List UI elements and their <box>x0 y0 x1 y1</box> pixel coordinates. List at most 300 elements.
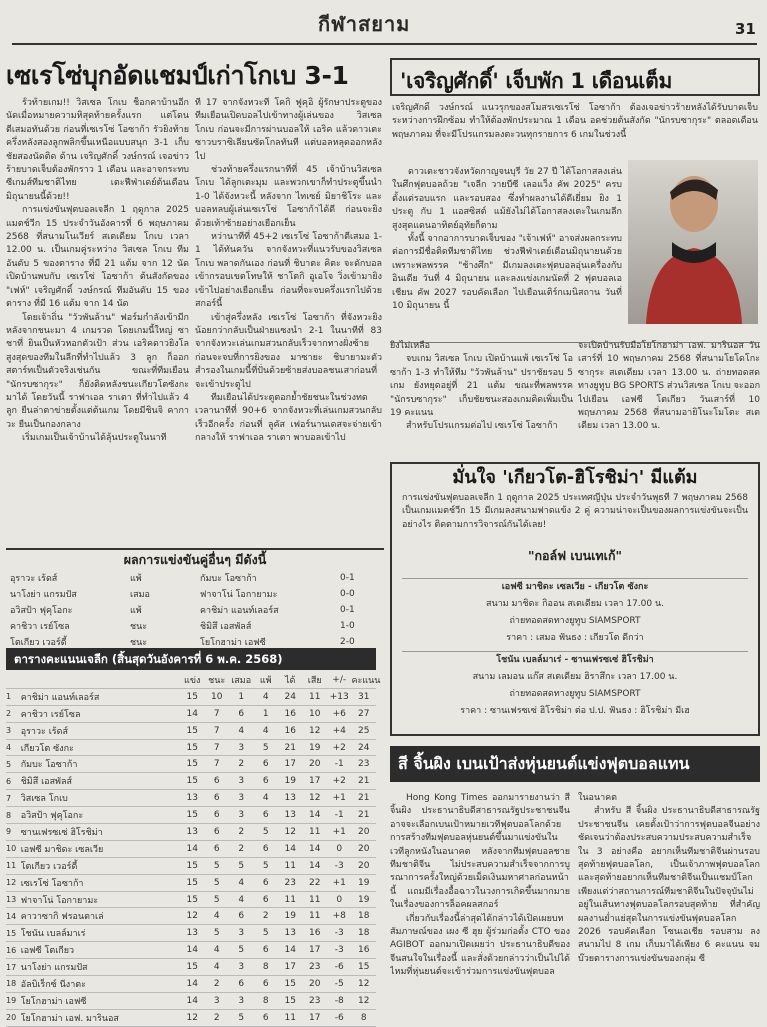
standings-lost: 6 <box>253 891 278 908</box>
standings-played: 15 <box>180 739 205 756</box>
standings-goals-for: 14 <box>278 942 303 959</box>
standings-lost: 2 <box>253 908 278 925</box>
standings-drawn: 2 <box>229 756 254 773</box>
standings-won: 4 <box>204 942 229 959</box>
standings-team: อุราวะ เร้ดส์ <box>21 722 180 739</box>
standings-goals-against: 22 <box>302 874 327 891</box>
match-2-venue: สนาม เลมอน แก๊ส สเตเดียม ฮิราสึกะ เวลา 17.00 น. <box>472 672 678 682</box>
col-won: ชนะ <box>204 672 229 688</box>
standings-goals-for: 13 <box>278 807 303 824</box>
standings-team: ซานเฟรซเซ่ ฮิโรชิม่า <box>21 824 180 841</box>
result-outcome: เสมอ <box>130 590 150 600</box>
standings-won: 5 <box>204 857 229 874</box>
story1-column-3 <box>390 340 573 458</box>
standings-points: 20 <box>351 840 376 857</box>
standings-lost: 6 <box>253 807 278 824</box>
story3-paragraph: เกี่ยวกับเรื่องนี้ล่าสุดได้กล่าวได้เปิดเผยบทสัมภาษณ์ของ เผง ซี ฮุย ผู้ร่วมก่อตั้ง CTO ของ AGIBOT ออกมาเปิดเผยว่า ประธานาธิบดีของจีนสนใจในเรื่องนี้ และสั่งด้วยกล่าวว่าเป็นไปได้ไหมที่หุ่นยนต์จะเข้าร่วมการแข่งขันฟุตบอล <box>390 913 570 978</box>
standings-played: 12 <box>180 1009 205 1026</box>
standings-points: 25 <box>351 722 376 739</box>
standings-team: ฟาจาโน่ โอกายามะ <box>21 891 180 908</box>
standings-row <box>6 976 376 993</box>
standings-goal-diff: -5 <box>327 976 352 993</box>
standings-drawn: 4 <box>229 891 254 908</box>
headline-xi-jinping: สี จิ้นผิง เบนเป้าส่งหุ่นยนต์แข่งฟุตบอลแทน <box>390 746 760 782</box>
match-1-venue: สนาม มาชิดะ กิออน สเตเดียม เวลา 17.00 น. <box>485 599 664 609</box>
standings-team: อัลบิเร็กซ์ นีงาตะ <box>21 976 180 993</box>
standings-won: 6 <box>204 790 229 807</box>
standings-played: 14 <box>180 840 205 857</box>
standings-goals-against: 12 <box>302 790 327 807</box>
story1-paragraph: การแข่งขันฟุตบอลเจลีก 1 ฤดูกาล 2025 แมตช์วีก 15 ประจำวันอังคารที่ 6 พฤษภาคม 2568 ที่สนามโนเวียร์ สเตเดียม โกเบ เวลา 12.00 น. เป็นเกมคู่ระหว่าง วิสเซล โกเบ ทีมอันดับ 5 ของตาราง ที่มี 21 แต้ม จาก 12 นัด เปิดบ้านพบกับ เซเรโซ่ โอซาก้า ต้นสังกัดของ "เฟห์" เจริญศักดิ์ วงษ์กรณ์ ทีมอันดับ 15 ของตาราง ที่มี 16 แต้ม จาก 14 นัด <box>6 205 189 310</box>
standings-rank: 1 <box>6 688 21 705</box>
standings-goal-diff: +1 <box>327 874 352 891</box>
standings-drawn: 3 <box>229 790 254 807</box>
result-away: โยโกฮาม่า เอฟซี <box>200 638 266 648</box>
standings-lost: 6 <box>253 773 278 790</box>
story3-column-1 <box>390 792 570 1020</box>
standings-team: คาชิม่า แอนท์เลอร์ส <box>21 688 180 705</box>
standings-lost: 5 <box>253 857 278 874</box>
standings-table <box>6 672 381 1027</box>
standings-points: 21 <box>351 790 376 807</box>
standings-goals-against: 23 <box>302 992 327 1009</box>
story1-paragraph: ที่ 17 จากจังหวะที่ โคกิ ฟูคุอิ ผู้รักษาประตูของทีมเยือนเปิดบอลไปเข้าทางผู้เล่นของ วิสเซล โกเบ ก่อนจะมีการผ่านบอลให้ เอริค แล้วดาวเตะซาวบราซิเลียนซัดโกลทันที แต่บอลหลุดออกหลังไป <box>195 98 382 162</box>
standings-row <box>6 857 376 874</box>
standings-lost: 5 <box>253 925 278 942</box>
standings-title: ตารางคะแนนเจลีก (สิ้นสุดวันอังคารที่ 6 พ.ค. 2568) <box>6 648 376 670</box>
standings-goals-against: 14 <box>302 840 327 857</box>
result-away: กัมบะ โอซาก้า <box>200 574 257 584</box>
col-for: ได้ <box>278 672 303 688</box>
standings-rank: 9 <box>6 824 21 841</box>
story1-paragraph: เข้าสู่ครึ่งหลัง เซเรโซ่ โอซาก้า ที่จังหวะยิงน้อยกว่ากลับเป็นฝ่ายแซงนำ 2-1 ในนาทีที่ 83 จากจังหวะเล่นเกมสวนกลับเร็วจากทางฝั่งซ้าย ก่อนจะจบที่การยิงของ มาซายะ ชิบายามะตัวสำรองในเกมนี้ที่ปั่นด้วยซ้ายส่งบอลชนเสาก่อนที่จะเข้าประตูไป <box>195 312 382 390</box>
standings-team: โชนัน เบลล์มาเร่ <box>21 925 180 942</box>
standings-played: 13 <box>180 925 205 942</box>
standings-row <box>6 959 376 976</box>
standings-goals-against: 11 <box>302 891 327 908</box>
result-score: 0-1 <box>340 573 355 583</box>
standings-rank: 12 <box>6 874 21 891</box>
standings-team: เอฟซี โตเกียว <box>21 942 180 959</box>
standings-drawn: 2 <box>229 824 254 841</box>
standings-won: 6 <box>204 807 229 824</box>
story1-paragraph: เริ่มเกมเป็นเจ้าบ้านได้ลุ้นประตูในนาที <box>22 433 167 444</box>
standings-goal-diff: +2 <box>327 773 352 790</box>
standings-points: 12 <box>351 976 376 993</box>
standings-team: เซเรโซ่ โอซาก้า <box>21 874 180 891</box>
result-home: คาชิวา เรย์โซล <box>10 622 70 632</box>
standings-goals-for: 17 <box>278 959 303 976</box>
standings-points: 18 <box>351 908 376 925</box>
preview-title: มั่นใจ 'เกียวโต-ฮิโรชิม่า' มีแต้ม <box>452 467 698 488</box>
standings-points: 27 <box>351 705 376 722</box>
standings-points: 31 <box>351 688 376 705</box>
preview-byline: "กอล์ฟ เบนเทเก้" <box>527 548 623 563</box>
story1-continuation: ยิงไม่เหลือ <box>390 341 431 351</box>
standings-goal-diff: -3 <box>327 942 352 959</box>
standings-drawn: 3 <box>229 959 254 976</box>
standings-goals-for: 15 <box>278 992 303 1009</box>
standings-won: 7 <box>204 739 229 756</box>
standings-row <box>6 688 376 705</box>
standings-drawn: 5 <box>229 942 254 959</box>
standings-lost: 6 <box>253 756 278 773</box>
standings-goals-for: 14 <box>278 840 303 857</box>
standings-goals-for: 11 <box>278 1009 303 1026</box>
standings-row <box>6 925 376 942</box>
standings-row <box>6 874 376 891</box>
standings-played: 15 <box>180 857 205 874</box>
standings-lost: 6 <box>253 874 278 891</box>
page-number: 31 <box>735 20 756 38</box>
standings-goal-diff: +2 <box>327 739 352 756</box>
col-goal-diff: +/- <box>327 672 352 688</box>
standings-points: 12 <box>351 992 376 1009</box>
standings-points: 20 <box>351 857 376 874</box>
story2-paragraph: ทั้งนี้ จากอาการบาดเจ็บของ "เจ้าเฟห์" อาจส่งผลกระทบต่อการมีชื่อติดทีมชาติไทย ช่วงฟีฟ่าเดย์เดือนมิถุนายนด้วย เพราะพลพรรค "ช้างศึก" มีเกมลงเตะฟุตบอลอุ่นเครื่องกับ อินเดีย วันที่ 4 มิถุนายน และลงแข่งเกมนัดที่ 2 ฟุตบอลเอเชียน คัพ 2027 รอบคัดเลือก ไปเยือนเติร์กเมนิสถาน วันที่ 10 มิถุนายน นี้ <box>392 234 622 312</box>
col-against: เสีย <box>302 672 327 688</box>
standings-goal-diff: 0 <box>327 840 352 857</box>
standings-goal-diff: +1 <box>327 790 352 807</box>
result-home: อวิสป้า ฟุคุโอกะ <box>10 606 73 616</box>
standings-points: 21 <box>351 773 376 790</box>
standings-won: 4 <box>204 908 229 925</box>
standings-played: 15 <box>180 688 205 705</box>
standings-row <box>6 824 376 841</box>
standings-goal-diff: +6 <box>327 705 352 722</box>
result-home: นาโงย่า แกรมปัส <box>10 590 77 600</box>
standings-row <box>6 722 376 739</box>
result-row <box>10 602 380 618</box>
standings-played: 14 <box>180 942 205 959</box>
result-row <box>10 586 380 602</box>
result-score: 2-0 <box>340 637 355 647</box>
standings-rank: 3 <box>6 722 21 739</box>
standings-rank: 6 <box>6 773 21 790</box>
result-score: 1-0 <box>340 621 355 631</box>
standings-played: 15 <box>180 756 205 773</box>
standings-won: 7 <box>204 722 229 739</box>
standings-lost: 6 <box>253 976 278 993</box>
results-title: ผลการแข่งขันคู่อื่นๆ มีดังนี้ <box>123 552 267 567</box>
standings-drawn: 5 <box>229 1009 254 1026</box>
standings-rank: 15 <box>6 925 21 942</box>
result-row <box>10 618 380 634</box>
results-box <box>6 548 384 648</box>
standings-rank: 8 <box>6 807 21 824</box>
standings-lost: 4 <box>253 722 278 739</box>
story1-paragraph: จบเกม วิสเซล โกเบ เปิดบ้านแพ้ เซเรโซ่ โอซาก้า 1-3 ทำให้ทีม "วัวพันล้าน" ปราชัยรอบ 5 เกม ยังหยุดอยู่ที่ 21 แต้ม ขณะที่พลพรรค "นักรบซากุระ" เก็บชัยชนะสองเกมติดเพิ่มเป็น 19 คะแนน <box>390 354 573 419</box>
story1-column-4: จะเปิดบ้านรับมือโยโกฮาม่า เอฟ. มารินอส วันเสาร์ที่ 10 พฤษภาคม 2568 ที่สนามโยโดโกะ ซากุระ สเตเดียม เวลา 13.00 น. ถ่ายทอดสดทางยูทูบ BG SPORTS ส่วนวิสเซล โกเบ จะออกไปเยือน เอฟซี โตเกียว วันเสาร์ที่ 10 พฤษภาคม 2568 ที่สนามอายิโนะโมโตะ สเตเดียม เวลา 13.00 น. <box>578 341 760 432</box>
standings-team: โยโกฮาม่า เอฟซี <box>21 992 180 1009</box>
headline-cerezo: เซเรโซ่บุกอัดแชมป์เก่าโกเบ 3-1 <box>6 61 349 90</box>
standings-goal-diff: -8 <box>327 992 352 1009</box>
standings-row <box>6 790 376 807</box>
page-header <box>0 0 767 44</box>
standings-goals-against: 11 <box>302 688 327 705</box>
match-1-title: เอฟซี มาชิดะ เซลเวีย - เกียวโต ซังกะ <box>402 578 748 596</box>
standings-won: 10 <box>204 688 229 705</box>
standings-points: 16 <box>351 942 376 959</box>
standings-drawn: 3 <box>229 773 254 790</box>
standings-points: 18 <box>351 925 376 942</box>
col-played: แข่ง <box>180 672 205 688</box>
story3-column-2 <box>578 792 760 1020</box>
standings-goals-for: 23 <box>278 874 303 891</box>
standings-won: 7 <box>204 756 229 773</box>
standings-goals-against: 17 <box>302 773 327 790</box>
standings-goals-for: 13 <box>278 925 303 942</box>
standings-drawn: 6 <box>229 705 254 722</box>
standings-lost: 6 <box>253 942 278 959</box>
standings-points: 21 <box>351 807 376 824</box>
standings-rank: 17 <box>6 959 21 976</box>
standings-team: วิสเซล โกเบ <box>21 790 180 807</box>
standings-won: 3 <box>204 992 229 1009</box>
standings-drawn: 3 <box>229 739 254 756</box>
standings-drawn: 2 <box>229 840 254 857</box>
standings-row <box>6 773 376 790</box>
standings-goals-for: 11 <box>278 857 303 874</box>
standings-lost: 6 <box>253 1009 278 1026</box>
result-home: อุราวะ เร้ดส์ <box>10 574 58 584</box>
standings-won: 5 <box>204 925 229 942</box>
standings-drawn: 5 <box>229 857 254 874</box>
standings-row <box>6 739 376 756</box>
standings-goals-for: 15 <box>278 976 303 993</box>
standings-header-row <box>6 672 376 688</box>
story1-paragraph: หว่านาทีที่ 45+2 เซเรโซ่ โอซาก้าตีเสมอ 1-1 ได้ทันควัน จากจังหวะที่แนวรับของวิสเซล โกเบ พลาดกันเอง ก่อนที่ ชิบาตะ คิตะ จะดักบอลเข้ากรอบเขตโทษให้ ชาโตกิ อูเอโจ วิ่งเข้ามายิงเข้าไปอย่างเยือกเย็น ก่อนที่จะจบครึ่งแรกไปด้วยสกอร์นี้ <box>195 232 382 310</box>
standings-goal-diff: +8 <box>327 908 352 925</box>
standings-goals-for: 19 <box>278 773 303 790</box>
standings-goals-for: 21 <box>278 739 303 756</box>
preview-intro: การแข่งขันฟุตบอลเจลีก 1 ฤดูกาล 2025 ประเทศญี่ปุ่น ประจำวันพุธที่ 7 พฤษภาคม 2568 เป็นเกมแมตช์วีก 15 มีเกมลงสนามฟาดแข้ง 2 คู่ ความน่าจะเป็นของผลการแข่งขันจะเป็นอย่างไร ติดตามการวิจารณ์กันได้เลย! <box>402 493 748 530</box>
standings-row <box>6 807 376 824</box>
standings-played: 14 <box>180 976 205 993</box>
standings-played: 15 <box>180 959 205 976</box>
standings-drawn: 3 <box>229 925 254 942</box>
standings-rank: 18 <box>6 976 21 993</box>
standings-rank: 5 <box>6 756 21 773</box>
standings-team: ชิมิสึ เอสพัลส์ <box>21 773 180 790</box>
player-photo <box>628 160 758 324</box>
standings-points: 19 <box>351 874 376 891</box>
result-row <box>10 570 380 586</box>
headline-chanathip: 'เจริญศักดิ์' เจ็บพัก 1 เดือนเต็ม <box>400 69 673 93</box>
standings-played: 15 <box>180 807 205 824</box>
standings-drawn: 3 <box>229 992 254 1009</box>
publication-logo: กีฬาสยาม <box>318 12 411 36</box>
standings-played: 15 <box>180 773 205 790</box>
standings-team: เอฟซี มาชิดะ เซลเวีย <box>21 840 180 857</box>
story2-body <box>392 166 622 342</box>
result-home: โตเกียว เวอร์ดี้ <box>10 638 67 648</box>
standings-won: 6 <box>204 773 229 790</box>
standings-goal-diff: -1 <box>327 756 352 773</box>
standings-drawn: 4 <box>229 722 254 739</box>
standings-points: 24 <box>351 739 376 756</box>
story1-paragraph: โดยเจ้าถิ่น "วัวพันล้าน" ฟอร์มกำลังเข้ามีกหลังจากชนะมา 4 เกมรวด โดยเกมนี้ใหญ่ ซาชาที่ ยินเป็นหัวหอกตัวเป้า ส่วน เอริคดาวยิงโลสูงสุดของทีมในลีกที่ทำไปแล้ว 3 ลูก ก็ออกสตาร์ทเป็นตัวจริงเช่นกัน ขณะที่ทีมเยือน "นักรบซากุระ" ก็ยังติดหลังชนะเกียวโตซังกะ มาได้ โดยวันนี้ ราฟาเอล ราเตา ที่ทำไปแล้ว 4 ลูก ยืนล่าตาข่ายตั้งแต่ต้นเกม โดยมีชินจิ คากาวะ ยืนเป็นกองกลาง <box>6 312 189 430</box>
standings-team: อวิสป้า ฟุคุโอกะ <box>21 807 180 824</box>
player-silhouette-icon <box>628 160 758 324</box>
standings-lost: 5 <box>253 739 278 756</box>
standings-team: โตเกียว เวอร์ดี้ <box>21 857 180 874</box>
standings-won: 2 <box>204 976 229 993</box>
standings-lost: 6 <box>253 840 278 857</box>
standings-goals-against: 19 <box>302 739 327 756</box>
standings-row <box>6 908 376 925</box>
standings-played: 15 <box>180 722 205 739</box>
standings-box <box>6 672 381 1024</box>
standings-played: 14 <box>180 992 205 1009</box>
match-2-title: โชนัน เบลล์มาเร่ - ซานเฟรซเซ่ ฮิโรชิม่า <box>402 651 748 669</box>
standings-goals-for: 13 <box>278 790 303 807</box>
standings-goals-against: 20 <box>302 756 327 773</box>
standings-goal-diff: 0 <box>327 891 352 908</box>
story2-paragraph: ดาวเตะชาวจังหวัดกาญจนบุรี วัย 27 ปี ได้โอกาสลงเล่นในศึกฟุตบอลถ้วย "เจลีก วายบีซี เลอแว็ง คัพ 2025" ครบตั้งแต่รอบแรก และรอบสอง ซึ่งทำผลงานได้ดีเยี่ยม ยิง 1 ประตู กับ 1 แอสซิสต์ แม้ยังไม่ได้โอกาสลงเตะในเกมลีกสูงสุดแดนอาทิตย์อุทัยก็ตาม <box>392 167 622 231</box>
result-outcome: ชนะ <box>130 622 148 632</box>
standings-rank: 13 <box>6 891 21 908</box>
standings-row <box>6 992 376 1009</box>
results-table <box>10 570 380 650</box>
standings-team: โยโกฮาม่า เอฟ. มารินอส <box>21 1009 180 1026</box>
headline-box-chanathip <box>390 58 760 96</box>
standings-goal-diff: -3 <box>327 925 352 942</box>
standings-lost: 4 <box>253 790 278 807</box>
standings-goals-against: 17 <box>302 942 327 959</box>
standings-team: กัมบะ โอซาก้า <box>21 756 180 773</box>
standings-points: 8 <box>351 1009 376 1026</box>
standings-won: 7 <box>204 705 229 722</box>
result-outcome: แพ้ <box>130 574 142 584</box>
standings-rank: 16 <box>6 942 21 959</box>
standings-points: 15 <box>351 959 376 976</box>
result-away: คาชิม่า แอนท์เลอร์ส <box>200 606 279 616</box>
standings-goal-diff: +4 <box>327 722 352 739</box>
standings-rank: 19 <box>6 992 21 1009</box>
header-rule <box>12 43 757 45</box>
standings-rank: 2 <box>6 705 21 722</box>
standings-team: นาโงย่า แกรมปัส <box>21 959 180 976</box>
standings-goals-against: 14 <box>302 807 327 824</box>
story3-paragraph: สำหรับ สี จิ้นผิง ประธานาธิบดีสาธารณรัฐประชาชนจีน เคยตั้งเป้าว่าการฟุตบอลจีนอย่างชัดเจนว่าต้องประสบความประสบความสำเร็จใน 3 อย่างคือ อยากเห็นทีมชาติจีนผ่านรอบสุดท้ายฟุตบอลโลก, เป็นเจ้าภาพฟุตบอลโลก และสุดท้ายอยากเห็นทีมชาติจีนเป็นแชมป์โลก เพียงแต่ว่าสถานการณ์ทีมชาติจีนในปัจจุบันไม่อยู่ในเส้นทางฟุตบอลโลกรอบสุดท้าย ที่สำคัญผลงานย่ำแย่สุดในการแข่งขันฟุตบอลโลก 2026 รอบคัดเลือก โซนเอเชีย รอบสาม ลงสนามไป 8 เกม เก็บมาได้เพียง 6 คะแนน จมบ๊วยตารางการแข่งขันของกลุ่ม ซี <box>578 806 760 964</box>
standings-points: 20 <box>351 824 376 841</box>
story1-paragraph: สำหรับโปรแกรมต่อไป เซเรโซ่ โอซาก้า <box>406 421 558 432</box>
standings-goals-against: 20 <box>302 976 327 993</box>
standings-played: 12 <box>180 908 205 925</box>
standings-played: 14 <box>180 705 205 722</box>
standings-goals-against: 11 <box>302 908 327 925</box>
standings-rank: 11 <box>6 857 21 874</box>
result-away: ฟาจาโน่ โอกายามะ <box>200 590 278 600</box>
story3-paragraph: ในอนาคต <box>578 793 618 803</box>
standings-rank: 20 <box>6 1009 21 1026</box>
standings-won: 5 <box>204 891 229 908</box>
story1-column-2 <box>195 97 382 537</box>
standings-played: 15 <box>180 874 205 891</box>
standings-played: 15 <box>180 891 205 908</box>
match-2-tv: ถ่ายทอดสดทางยูทูบ SIAMSPORT <box>509 689 641 699</box>
standings-row <box>6 705 376 722</box>
standings-goals-for: 19 <box>278 908 303 925</box>
standings-lost: 4 <box>253 688 278 705</box>
standings-goals-against: 16 <box>302 925 327 942</box>
standings-goal-diff: -3 <box>327 857 352 874</box>
story3-paragraph: Hong Kong Times ออกมารายงานว่า สี จิ้นผิง ประธานาธิบดีสาธารณรัฐประชาชนจีน อาจจะเลือกเบนเป้าหมายเวทีฟุตบอลโลกด้วยการสร้างทีมฟุตบอลหุ่นยนต์ขึ้นมาแข่งขันในเวทีลูกหนังในอนาคต หลังจากทีมฟุตบอลชายทีมชาติจีน ไม่ประสบความสำเร็จจากการบูรณาการครั้งใหญ่ด้วยเม็ดเงินมหาศาลก่อนหน้านี้ แถมมีเรื่องอื้อฉาวในวงการเกิดขึ้นมากมายในเรื่องของการล็อคผลสกอร์ <box>390 793 570 911</box>
standings-goals-against: 12 <box>302 722 327 739</box>
standings-team: คาชิวา เรย์โซล <box>21 705 180 722</box>
result-score: 0-0 <box>340 589 355 599</box>
standings-won: 6 <box>204 824 229 841</box>
standings-drawn: 6 <box>229 976 254 993</box>
standings-goals-for: 24 <box>278 688 303 705</box>
standings-goals-against: 14 <box>302 857 327 874</box>
standings-won: 2 <box>204 1009 229 1026</box>
standings-goals-against: 17 <box>302 1009 327 1026</box>
standings-row <box>6 891 376 908</box>
result-outcome: ชนะ <box>130 638 148 648</box>
standings-drawn: 3 <box>229 807 254 824</box>
story1-paragraph: รั้วท้ายเกม!! วิสเซล โกเบ ช็อกคาบ้านอีกนัดเมื่อหมายความหิสุดท้ายครั้งแรก แต่โดนตีเสมอทันด้วย ก่อนที่เซเรโซ่ โอซาก้า รัวยิงท้ายครึ่งหลังสองลูกพลิกขึ้นเหนือแบบสนุก 3-1 เก็บชัยสองนัดติด ด้าน เจริญศักดิ์ วงษ์กรณ์ เจอข่าวร้ายบาดเจ็บต้องพักราว 1 เดือน และอาจกระทบซีเกมส์ทีมชาติไทย เตะฟีฟ่าเดย์ต้นเดือนมิถุนายนนี้ด้วย!! <box>6 98 189 202</box>
match-1-tv: ถ่ายทอดสดทางยูทูบ SIAMSPORT <box>509 616 641 626</box>
standings-goals-against: 11 <box>302 824 327 841</box>
standings-rank: 14 <box>6 908 21 925</box>
standings-lost: 8 <box>253 959 278 976</box>
standings-lost: 1 <box>253 705 278 722</box>
col-drawn: เสมอ <box>229 672 254 688</box>
standings-goals-against: 10 <box>302 705 327 722</box>
result-away: ชิมิสึ เอสพัลส์ <box>200 622 252 632</box>
standings-played: 13 <box>180 824 205 841</box>
col-lost: แพ้ <box>253 672 278 688</box>
standings-drawn: 1 <box>229 688 254 705</box>
standings-goals-for: 16 <box>278 722 303 739</box>
standings-team: คาวาซากิ ฟรอนตาเล่ <box>21 908 180 925</box>
standings-goal-diff: +1 <box>327 824 352 841</box>
standings-goal-diff: -6 <box>327 1009 352 1026</box>
standings-rank: 10 <box>6 840 21 857</box>
standings-drawn: 6 <box>229 908 254 925</box>
standings-rank: 7 <box>6 790 21 807</box>
standings-goals-for: 12 <box>278 824 303 841</box>
standings-goals-for: 11 <box>278 891 303 908</box>
standings-body <box>6 688 376 1026</box>
standings-points: 19 <box>351 891 376 908</box>
standings-team: เกียวโต ซังกะ <box>21 739 180 756</box>
result-outcome: แพ้ <box>130 606 142 616</box>
standings-row <box>6 840 376 857</box>
standings-goal-diff: +13 <box>327 688 352 705</box>
standings-goals-against: 23 <box>302 959 327 976</box>
standings-won: 4 <box>204 959 229 976</box>
standings-lost: 8 <box>253 992 278 1009</box>
col-points: คะแนน <box>351 672 376 688</box>
standings-goal-diff: -6 <box>327 959 352 976</box>
standings-goals-for: 16 <box>278 705 303 722</box>
standings-rank: 4 <box>6 739 21 756</box>
standings-row <box>6 942 376 959</box>
standings-won: 5 <box>204 874 229 891</box>
standings-goals-for: 17 <box>278 756 303 773</box>
standings-row <box>6 756 376 773</box>
standings-goal-diff: -1 <box>327 807 352 824</box>
standings-drawn: 4 <box>229 874 254 891</box>
story1-paragraph: ทีมเยือนได้ประตูตอกย้ำชัยชนะในช่วงทดเวลานาทีที่ 90+6 จากจังหวะที่เล่นเกมสวนกลับเร็วอีกครั้ง ก่อนที่ ลูคัส เฟอร์นานเดสจะจ่ายเข้ากลางให้ ราฟาเอล ราเตา พาบอลเข้าไป <box>195 392 382 444</box>
standings-points: 23 <box>351 756 376 773</box>
story1-paragraph: ช่วงท้ายครึ่งแรกนาทีที่ 45 เจ้าบ้านวิสเซล โกเบ ได้ลูกเตะมุม และพวกเขาก็ทำประตูขึ้นนำ 1-0 ได้จังหวะนี้ หลังจาก ไทเซย์ มิยาชิโระ และบอลหลบผู้เล่นเซเรโซ่ โอซาก้าได้ดี ก่อนจะยิงด้วยเท้าซ้ายอย่างเยือกเย็น <box>195 165 382 229</box>
story1-column-1 <box>6 97 189 537</box>
preview-box <box>390 462 760 736</box>
